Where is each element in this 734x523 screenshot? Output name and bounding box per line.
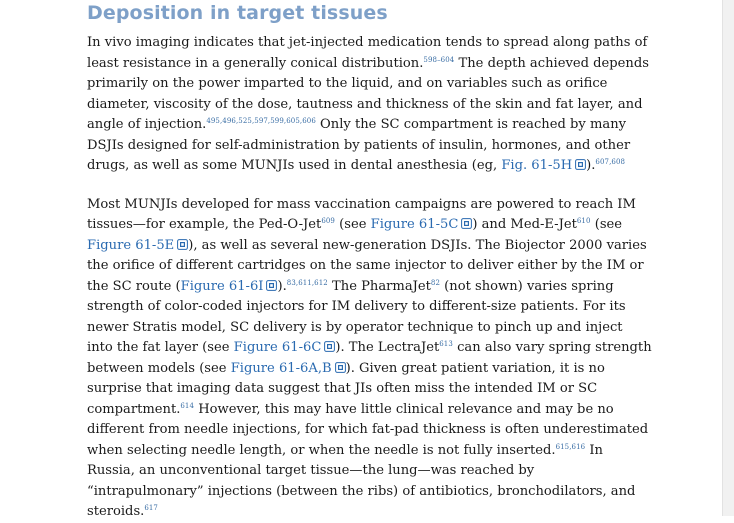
figure-link-61-6c[interactable] bbox=[234, 340, 336, 355]
figure-link-61-5h[interactable] bbox=[501, 158, 586, 173]
text: ), as well as several new-generation DSJIs. The Biojector 2000 varies the orifice of different cartridges on the same injector to deliver either by the IM or the SC route ( bbox=[87, 237, 647, 294]
reference-citation[interactable]: 82 bbox=[430, 278, 440, 287]
external-link-icon bbox=[575, 159, 586, 170]
text: (see bbox=[590, 217, 623, 232]
figure-link-label: Figure 61-5C bbox=[370, 217, 459, 232]
figure-link-label: Fig. 61-5H bbox=[501, 158, 573, 173]
text: ). bbox=[586, 158, 596, 173]
paragraph-munji-targets bbox=[87, 195, 652, 523]
text: Most MUNJIs developed for mass vaccination campaigns are powered to reach IM tissues—for example, the Ped-O-Jet bbox=[87, 196, 636, 232]
text: In vivo imaging indicates that jet-injected medication tends to spread along paths of least resistance in a generally conical distribution. bbox=[87, 35, 648, 71]
figure-link-label: Figure 61-6I bbox=[180, 278, 264, 294]
text: The depth achieved depends primarily on the power imparted to the liquid, and on variables such as orifice diameter, viscosity of the dose, tautness and thickness of the skin and fat layer, and angle of injection. bbox=[87, 55, 649, 132]
external-link-icon bbox=[266, 280, 277, 291]
external-link-icon bbox=[461, 218, 472, 229]
text: In Russia, an unconventional target tissue—the lung—was reached by “intrapulmonary” injections (between the ribs) of antibiotics, bronchodilators, and steroids. bbox=[87, 442, 636, 519]
reference-citation[interactable]: 617 bbox=[144, 504, 158, 512]
external-link-icon bbox=[324, 341, 335, 352]
text: ). bbox=[277, 278, 287, 294]
text: (see bbox=[335, 217, 371, 232]
text: (not shown) varies spring strength of color-coded injectors for IM delivery to different-size patients. For its newer Stratis model, SC delivery is by operator technique to pinch up and inject into the fat layer (see bbox=[87, 278, 626, 355]
figure-link-61-6ab[interactable] bbox=[231, 361, 346, 376]
text: However, this may have little clinical relevance and may be no different from needle injections, for which fat-pad thickness is often underestimated when selecting needle length, or when the needle is not fully inserted. bbox=[87, 401, 649, 458]
reference-citation[interactable]: 598–604 bbox=[423, 55, 455, 64]
text: ) and Med-E-Jet bbox=[472, 217, 577, 232]
paragraph-deposition-depth bbox=[87, 33, 652, 177]
reference-citation[interactable]: 83,611,612 bbox=[286, 278, 328, 287]
figure-link-61-6i[interactable] bbox=[181, 279, 278, 294]
text: ). The LectraJet bbox=[335, 340, 440, 355]
text: can also vary spring strength between models (see bbox=[87, 340, 652, 376]
text: Only the SC compartment is reached by many DSJIs designed for self-administration by patients of insulin, hormones, and other drugs, as well as some MUNJIs used in dental anesthesia (eg, bbox=[87, 117, 631, 173]
figure-link-61-5c[interactable] bbox=[371, 217, 473, 232]
figure-link-label: Figure 61-6A,B bbox=[230, 360, 332, 376]
figure-link-label: Figure 61-6C bbox=[233, 340, 322, 355]
reference-citation[interactable]: 614 bbox=[180, 401, 195, 410]
scrollbar-track[interactable] bbox=[722, 0, 734, 516]
reference-citation[interactable]: 613 bbox=[439, 340, 453, 348]
section-heading: Deposition in target tissues bbox=[87, 2, 388, 24]
external-link-icon bbox=[177, 239, 188, 250]
reference-citation[interactable]: 609 bbox=[321, 217, 335, 225]
text: ). Given great patient variation, it is no surprise that imaging data suggest that JIs often miss the intended IM or SC compartment. bbox=[87, 360, 605, 417]
figure-link-61-5e[interactable] bbox=[87, 238, 188, 253]
reference-citation[interactable]: 610 bbox=[576, 217, 591, 225]
reference-citation[interactable]: 615,616 bbox=[555, 442, 586, 451]
reference-citation[interactable]: 607,608 bbox=[595, 158, 626, 166]
reference-citation[interactable]: 495,496,525,597,599,605,606 bbox=[206, 117, 316, 125]
figure-link-label: Figure 61-5E bbox=[87, 237, 175, 253]
text: The PharmaJet bbox=[327, 278, 431, 294]
external-link-icon bbox=[335, 362, 346, 373]
